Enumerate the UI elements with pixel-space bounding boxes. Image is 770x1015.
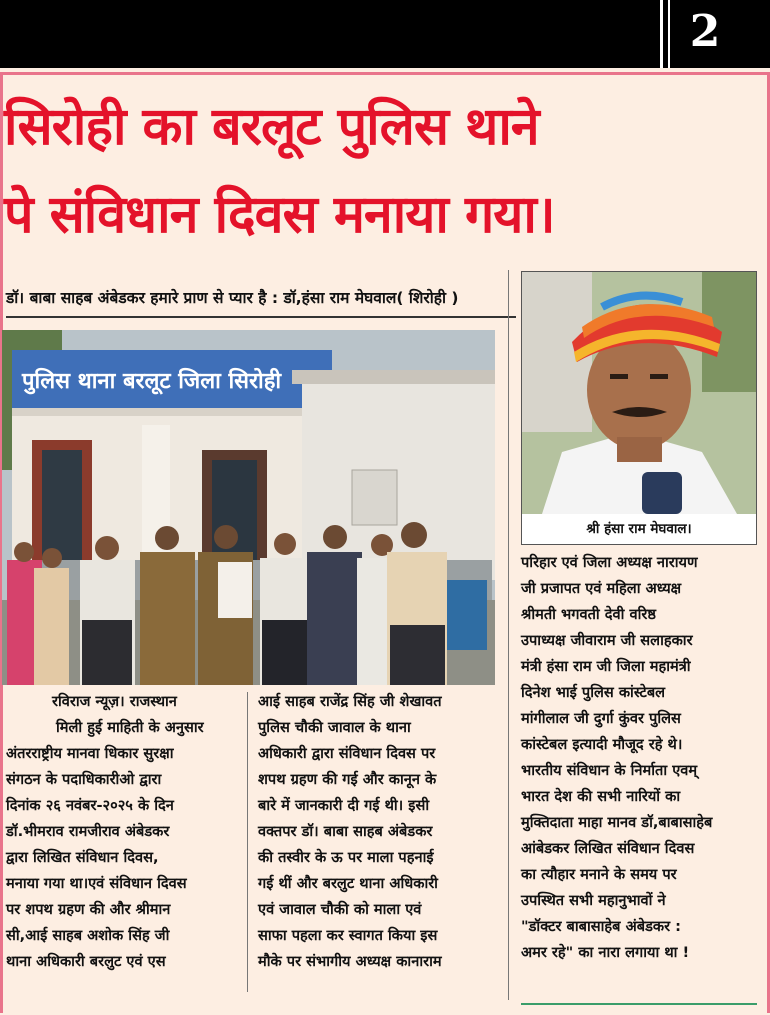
subheadline-rule: [6, 316, 516, 318]
page-number: 2: [689, 6, 721, 57]
masthead-bar: [0, 0, 770, 68]
article-line: बारे में जानकारी दी गई थी। इसी: [258, 797, 430, 814]
article-line: एवं जावाल चौकी को माला एवं: [258, 901, 422, 918]
article-line: रविराज न्यूज़। राजस्थान: [52, 693, 177, 710]
page-border-top: [0, 72, 770, 75]
article-line: अंतरराष्ट्रीय मानवा धिकार सुरक्षा: [6, 745, 174, 762]
article-line: की तस्वीर के ऊ पर माला पहनाई: [258, 849, 434, 866]
subheadline: डॉ। बाबा साहब अंबेडकर हमारे प्राण से प्यार है : डॉ,हंसा राम मेघवाल( शिरोही ): [6, 289, 459, 307]
article-line: भारतीय संविधान के निर्माता एवम्: [521, 762, 698, 779]
article-column-2: [258, 689, 494, 975]
police-station-group-photo: [2, 330, 495, 685]
article-column-3: [521, 550, 757, 966]
article-line: संगठन के पदाधिकारीओ द्वारा: [6, 771, 162, 788]
article-line: वक्तपर डॉ। बाबा साहब अंबेडकर: [258, 823, 433, 840]
portrait-caption: श्री हंसा राम मेघवाल।: [521, 514, 757, 545]
article-line: परिहार एवं जिला अध्यक्ष नारायण: [521, 554, 698, 571]
article-line: मौके पर संभागीय अध्यक्ष कानाराम: [258, 953, 442, 970]
article-line: डॉ.भीमराव रामजीराव अंबेडकर: [6, 823, 170, 840]
article-line: शपथ ग्रहण की गई और कानून के: [258, 771, 437, 788]
article-line: अधिकारी द्वारा संविधान दिवस पर: [258, 745, 436, 762]
article-line: आंबेडकर लिखित संविधान दिवस: [521, 840, 695, 857]
article-line: अमर रहे" का नारा लगाया था !: [521, 944, 690, 961]
article-line: उपस्थित सभी महानुभावों ने: [521, 892, 666, 909]
article-line: पर शपथ ग्रहण की और श्रीमान: [6, 901, 171, 918]
article-line: मंत्री हंसा राम जी जिला महामंत्री: [521, 658, 691, 675]
column-rule: [247, 692, 248, 992]
article-line: दिनेश भाई पुलिस कांस्टेबल: [521, 684, 666, 701]
article-line: मिली हुई माहिती के अनुसार: [56, 719, 204, 736]
article-line: श्रीमती भगवती देवी वरिष्ठ: [521, 606, 656, 623]
article-line: मांगीलाल जी दुर्गा कुंवर पुलिस: [521, 710, 681, 727]
hansa-ram-portrait-photo: [521, 271, 757, 515]
article-line: "डॉक्टर बाबासाहेब अंबेडकर :: [521, 918, 681, 935]
article-line: द्वारा लिखित संविधान दिवस,: [6, 849, 159, 866]
article-line: गई थीं और बरलुट थाना अधिकारी: [258, 875, 438, 892]
article-line: का त्यौहार मनाने के समय पर: [521, 866, 677, 883]
article-line: दिनांक २६ नवंबर-२०२५ के दिन: [6, 797, 174, 814]
article-line: मुक्तिदाता माहा मानव डॉ,बाबासाहेब: [521, 814, 713, 831]
article-line: आई साहब राजेंद्र सिंह जी शेखावत: [258, 693, 442, 710]
article-line: उपाध्यक्ष जीवाराम जी सलाहकार: [521, 632, 693, 649]
column-rule: [508, 270, 509, 1000]
article-line: मनाया गया था।एवं संविधान दिवस: [6, 875, 187, 892]
article-column-1: [6, 689, 236, 975]
article-line: थाना अधिकारी बरलुट एवं एस: [6, 953, 166, 970]
article-line: कांस्टेबल इत्यादी मौजूद रहे थे।: [521, 736, 683, 753]
next-section-tab: [521, 1003, 757, 1015]
article-line: भारत देश की सभी नारियों का: [521, 788, 681, 805]
masthead-rule: [660, 0, 663, 68]
article-line: जी प्रजापत एवं महिला अध्यक्ष: [521, 580, 682, 597]
headline-line-1: सिरोही का बरलूट पुलिस थाने: [4, 97, 539, 157]
headline-line-2: पे संविधान दिवस मनाया गया।: [4, 185, 555, 245]
article-line: पुलिस चौकी जावाल के थाना: [258, 719, 411, 736]
article-line: सी,आई साहब अशोक सिंह जी: [6, 927, 170, 944]
building-sign-text: पुलिस थाना बरलूट जिला सिरोही: [22, 369, 282, 394]
article-line: साफा पहला कर स्वागत किया इस: [258, 927, 438, 944]
